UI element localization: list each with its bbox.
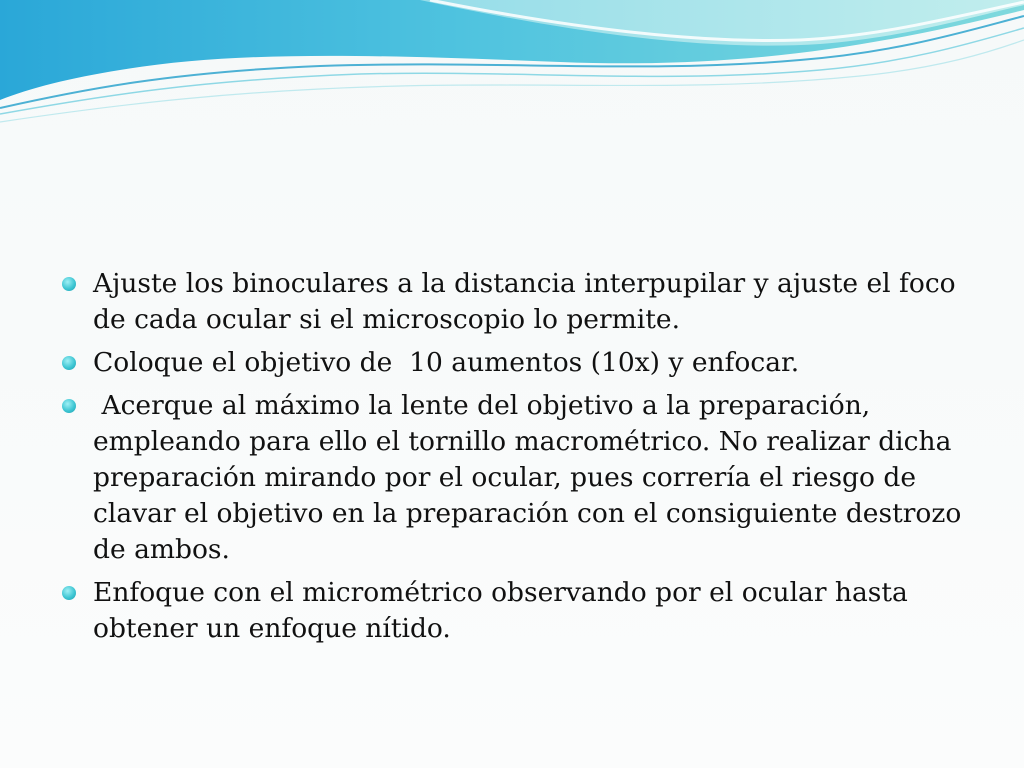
bullet-dot-icon [62, 586, 76, 600]
bullet-item-1 [62, 266, 965, 338]
bullet-text: Coloque el objetivo de 10 aumentos (10x) y enfocar. [93, 347, 800, 378]
bullet-text: Ajuste los binoculares a la distancia interpupilar y ajuste el foco de cada ocular si el microscopio lo permite. [93, 268, 965, 335]
bullet-text: Acerque al máximo la lente del objetivo a la preparación, empleando para ello el tornillo macrométrico. No realizar dicha preparación mirando por el ocular, pues correría el riesgo de clavar el objetivo en la preparación con el consiguiente destrozo de ambos. [93, 390, 970, 565]
bullet-text: Enfoque con el micrométrico observando por el ocular hasta obtener un enfoque nítido. [93, 577, 917, 644]
wave-header-decoration [0, 0, 1024, 130]
bullet-item-4 [62, 575, 962, 647]
bullet-item-3 [62, 388, 970, 568]
bullet-dot-icon [62, 399, 76, 413]
bullet-dot-icon [62, 277, 76, 291]
bullet-item-2 [62, 345, 962, 381]
bullet-dot-icon [62, 356, 76, 370]
slide-body [62, 266, 970, 654]
bullet-list [62, 266, 970, 647]
